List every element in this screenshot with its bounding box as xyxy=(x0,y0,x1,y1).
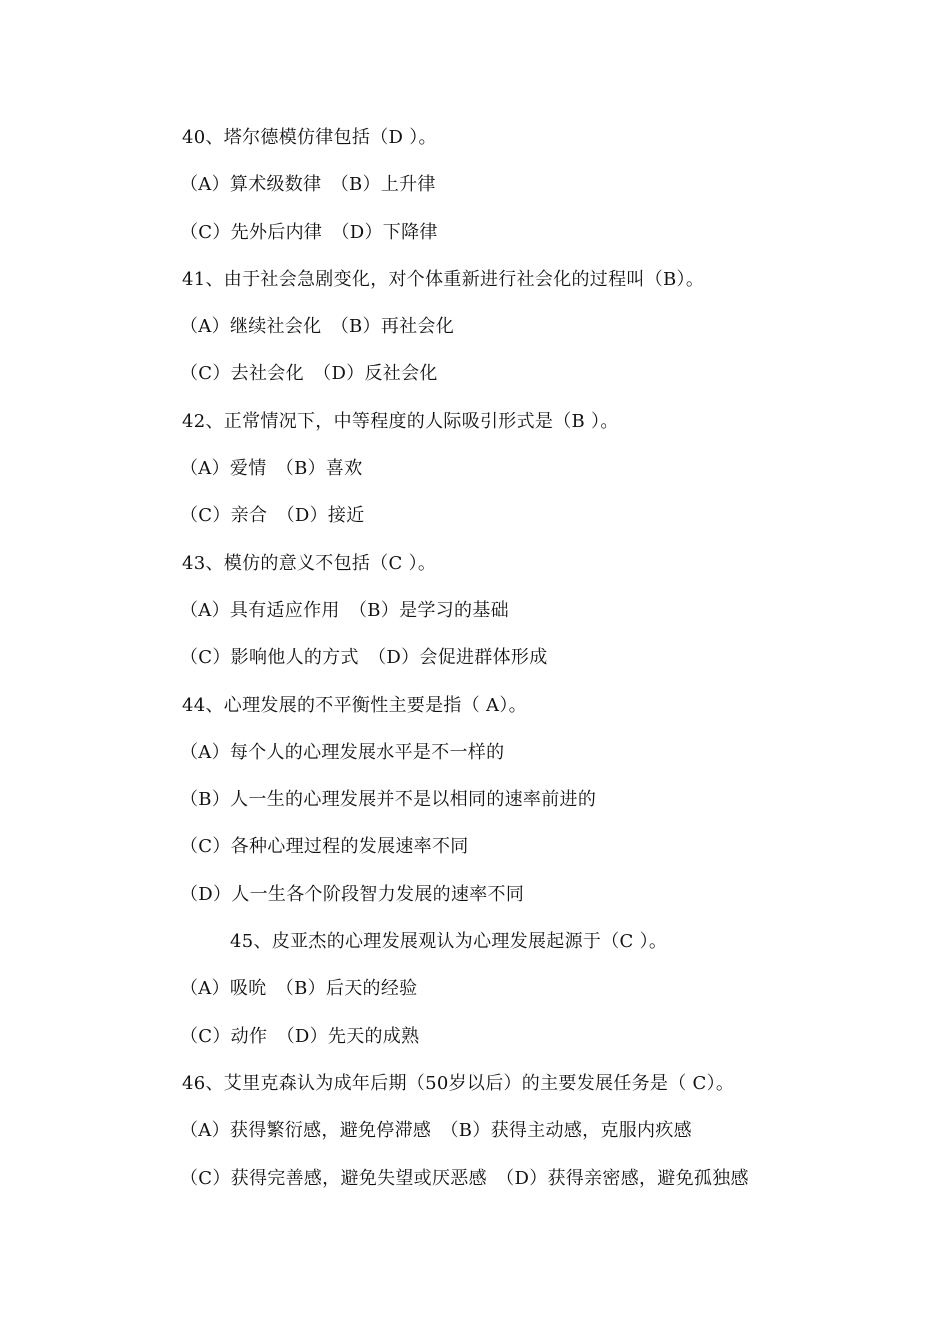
question-46-options-cd: （C）获得完善感，避免失望或厌恶感 （D）获得亲密感，避免孤独感 xyxy=(180,1167,749,1189)
question-43: 43、模仿的意义不包括（C ）。 xyxy=(182,552,437,574)
question-44-option-a: （A）每个人的心理发展水平是不一样的 xyxy=(180,741,505,763)
question-41-options-ab: （A）继续社会化 （B）再社会化 xyxy=(180,316,455,338)
question-44-option-c: （C）各种心理过程的发展速率不同 xyxy=(180,836,469,858)
question-42: 42、正常情况下，中等程度的人际吸引形式是（B ）。 xyxy=(182,410,619,432)
question-41-options-cd: （C）去社会化 （D）反社会化 xyxy=(180,363,438,385)
question-43-options-cd: （C）影响他人的方式 （D）会促进群体形成 xyxy=(180,647,548,669)
question-42-options-cd: （C）亲合 （D）接近 xyxy=(180,505,365,527)
question-45-options-cd: （C）动作 （D）先天的成熟 xyxy=(180,1025,420,1047)
question-46: 46、艾里克森认为成年后期（50岁以后）的主要发展任务是（ C）。 xyxy=(182,1072,735,1094)
question-45-options-ab: （A）吸吮 （B）后天的经验 xyxy=(180,978,418,1000)
question-44-option-b: （B）人一生的心理发展并不是以相同的速率前进的 xyxy=(180,789,597,811)
question-44: 44、心理发展的不平衡性主要是指（ A）。 xyxy=(182,694,527,716)
question-40-options-ab: （A）算术级数律 （B）上升律 xyxy=(180,174,436,196)
question-41: 41、由于社会急剧变化，对个体重新进行社会化的过程叫（B）。 xyxy=(182,268,705,290)
question-43-options-ab: （A）具有适应作用 （B）是学习的基础 xyxy=(180,599,509,621)
question-45: 45、皮亚杰的心理发展观认为心理发展起源于（C ）。 xyxy=(230,931,668,953)
question-44-option-d: （D）人一生各个阶段智力发展的速率不同 xyxy=(180,883,525,905)
question-40: 40、塔尔德模仿律包括（D ）。 xyxy=(182,127,437,148)
question-42-options-ab: （A）爱情 （B）喜欢 xyxy=(180,458,363,480)
question-46-options-ab: （A）获得繁衍感，避免停滞感 （B）获得主动感，克服内疚感 xyxy=(180,1120,692,1142)
question-list xyxy=(182,126,882,1214)
question-40-options-cd: （C）先外后内律 （D）下降律 xyxy=(180,221,438,243)
